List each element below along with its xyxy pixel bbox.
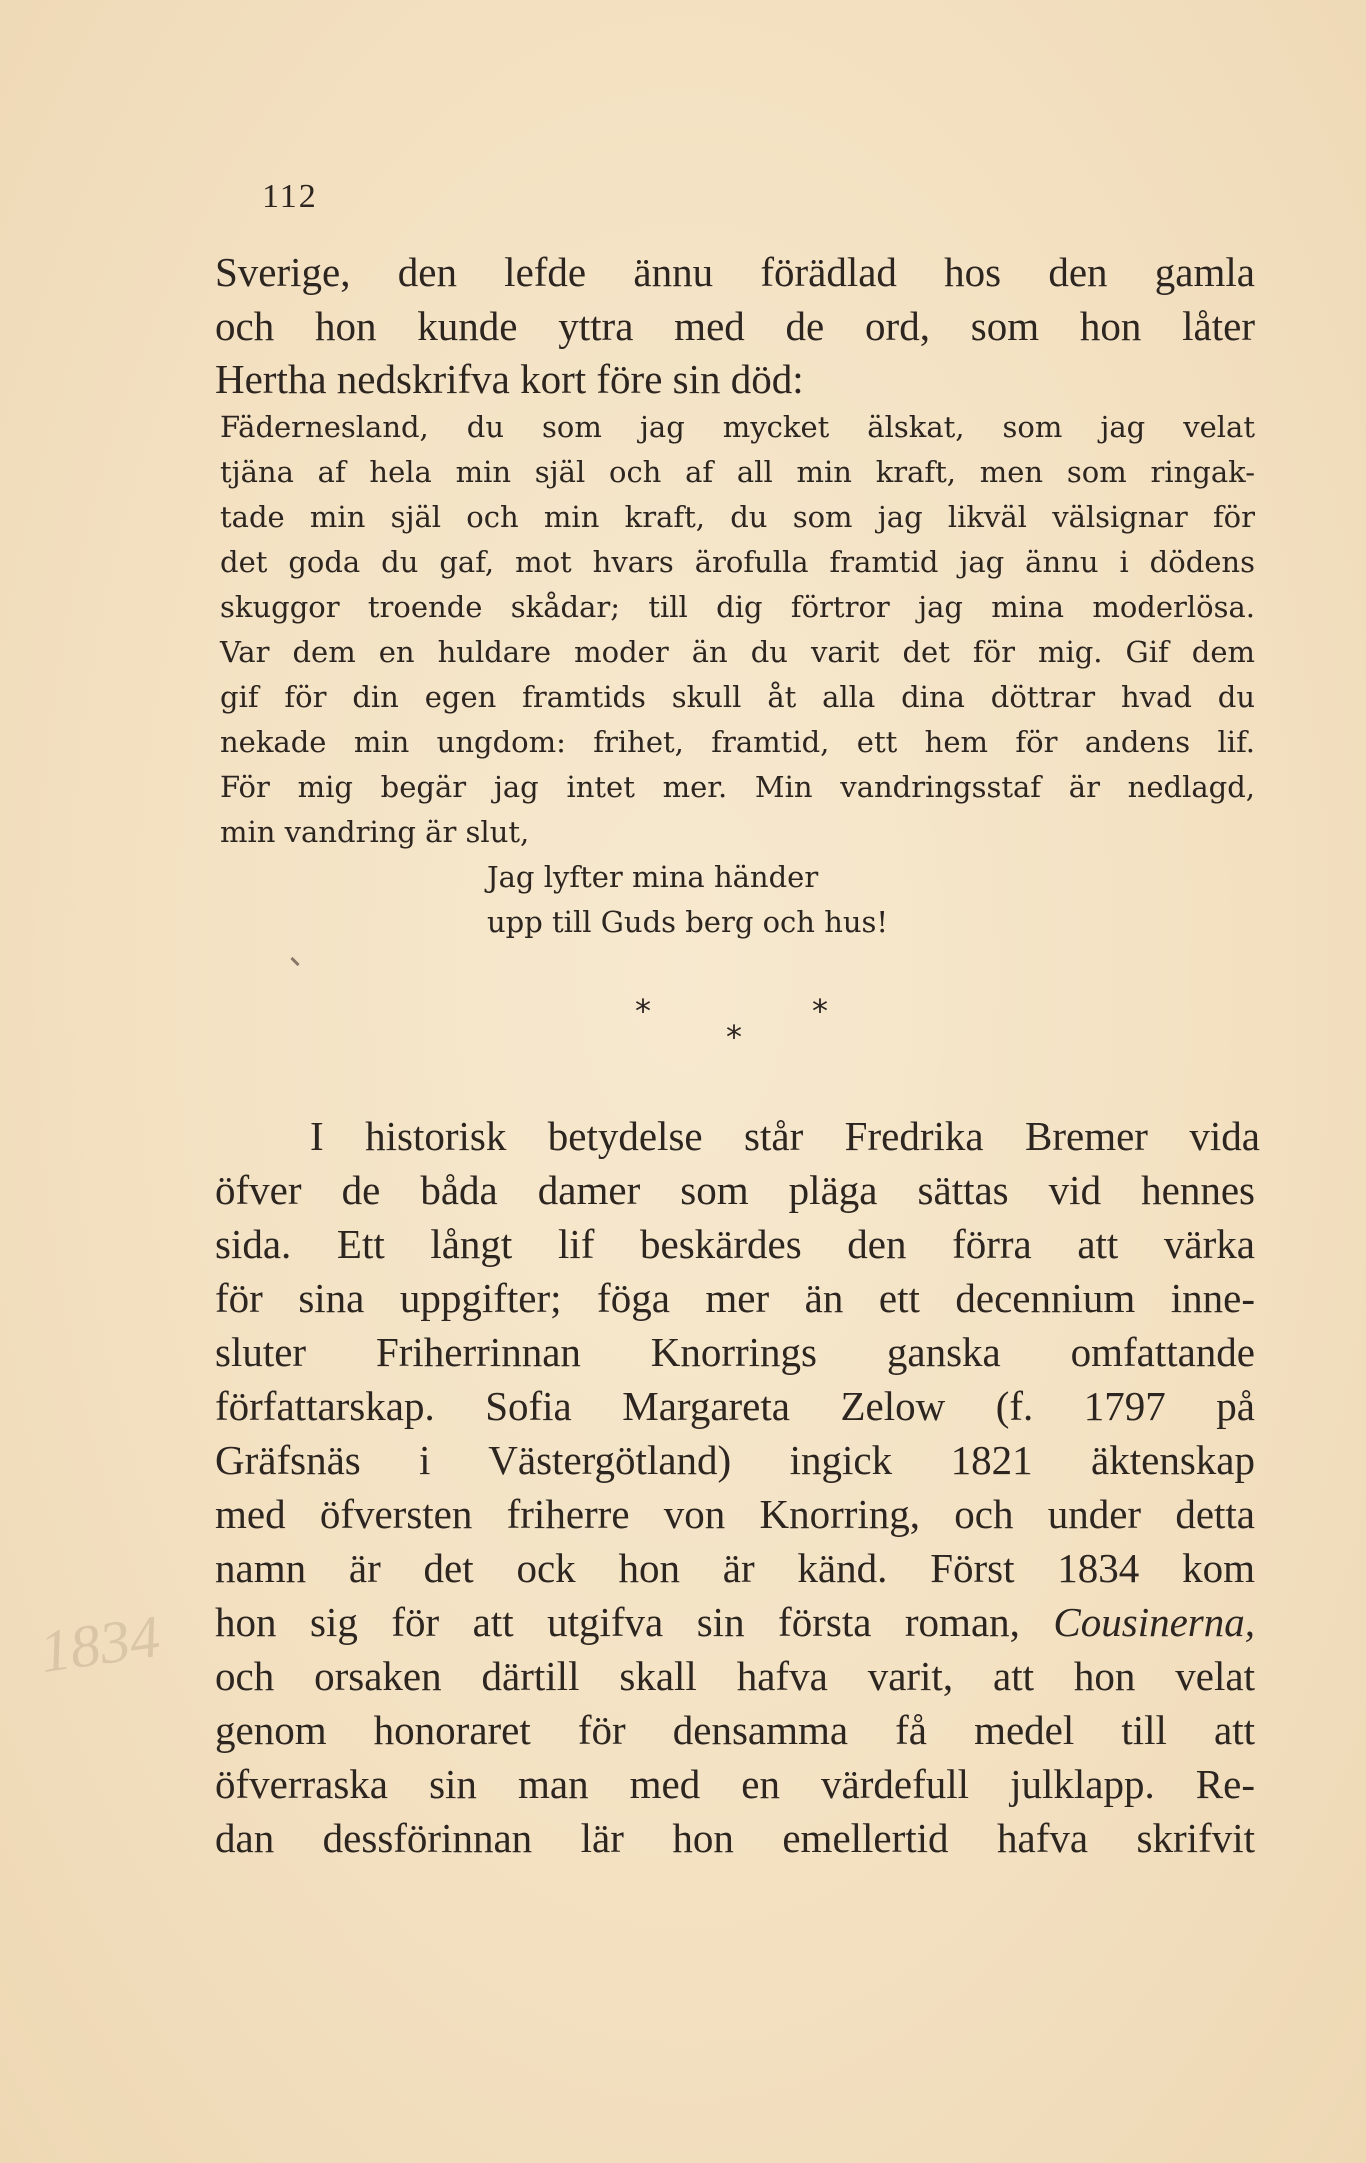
paragraph2-title-line xyxy=(215,1598,1255,1646)
quote-line: nekade min ungdom: frihet, framtid, ett hem för andens lif. xyxy=(220,725,1255,759)
quote-line: skuggor troende skådar; till dig förtror jag mina moderlösa. xyxy=(220,590,1255,624)
page-number: 112 xyxy=(262,178,318,215)
quote-line: det goda du gaf, mot hvars ärofulla framtid jag ännu i dödens xyxy=(220,545,1255,579)
paragraph2-line: öfver de båda damer som pläga sättas vid hennes xyxy=(215,1167,1255,1213)
quote-line: gif för din egen framtids skull åt alla dina döttrar hvad du xyxy=(220,680,1255,714)
separator-asterisk: * xyxy=(726,1018,742,1056)
poem-line: Jag lyfter mina händer xyxy=(487,860,819,894)
quote-line: min vandring är slut, xyxy=(220,815,530,849)
pencil-annotation: 1834 xyxy=(35,1602,164,1686)
paragraph2-line: I historisk betydelse står Fredrika Bremer vida xyxy=(310,1113,1260,1159)
paragraph2-line: namn är det ock hon är känd. Först 1834 kom xyxy=(215,1545,1255,1591)
paragraph2-line: författarskap. Sofia Margareta Zelow (f. 1797 på xyxy=(215,1383,1255,1429)
quote-line: tade min själ och min kraft, du som jag likväl välsignar för xyxy=(220,500,1255,534)
paragraph2-line: genom honoraret för densamma få medel till att xyxy=(215,1707,1255,1753)
poem-line: upp till Guds berg och hus! xyxy=(487,905,889,939)
separator-asterisk: * xyxy=(635,992,651,1030)
book-title: Cousinerna, xyxy=(1053,1599,1255,1645)
paragraph2-line: Gräfsnäs i Västergötland) ingick 1821 äktenskap xyxy=(215,1437,1255,1483)
paragraph1-line: och hon kunde yttra med de ord, som hon låter xyxy=(215,303,1255,349)
paragraph2-line: sluter Friherrinnan Knorrings ganska omfattande xyxy=(215,1329,1255,1375)
paragraph2-line: och orsaken därtill skall hafva varit, att hon velat xyxy=(215,1653,1255,1699)
separator-asterisk: * xyxy=(812,992,828,1030)
quote-line: tjäna af hela min själ och af all min kraft, men som ringak- xyxy=(220,455,1255,489)
quote-line: Fädernesland, du som jag mycket älskat, som jag velat xyxy=(220,410,1255,444)
paragraph2-line: med öfversten friherre von Knorring, och under detta xyxy=(215,1491,1255,1537)
paragraph1-line: Hertha nedskrifva kort före sin död: xyxy=(215,356,804,402)
line-text: hon sig för att utgifva sin första roman, xyxy=(215,1599,1054,1645)
paragraph1-line: Sverige, den lefde ännu förädlad hos den gamla xyxy=(215,249,1255,295)
paragraph2-line: för sina uppgifter; föga mer än ett decennium inne- xyxy=(215,1275,1255,1321)
quote-line: Var dem en huldare moder än du varit det för mig. Gif dem xyxy=(220,635,1255,669)
paragraph2-line: öfverraska sin man med en värdefull julklapp. Re- xyxy=(215,1761,1255,1807)
paragraph2-line: sida. Ett långt lif beskärdes den förra att värka xyxy=(215,1221,1255,1267)
paragraph2-line: dan dessförinnan lär hon emellertid hafva skrifvit xyxy=(215,1815,1255,1861)
quote-line: För mig begär jag intet mer. Min vandringsstaf är nedlagd, xyxy=(220,770,1255,804)
